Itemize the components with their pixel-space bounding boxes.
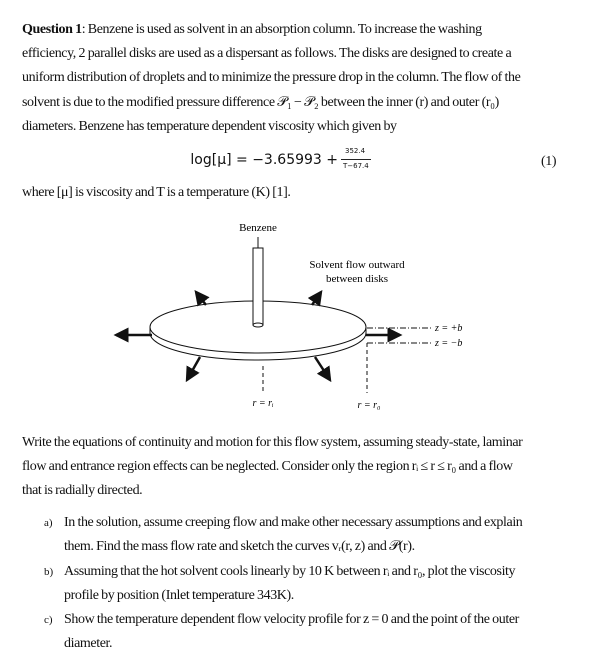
question-label: Question 1 <box>22 22 82 37</box>
flow-label-2: between disks <box>325 273 389 285</box>
item-a-marker: a) <box>44 517 53 529</box>
r-inner-label: r = rᵢ <box>252 398 274 409</box>
body-line-2: flow and entrance region effects can be neglected. Consider only the region rᵢ ≤ r ≤ r₀ and a flow <box>22 459 513 474</box>
question-line-1: Question 1: Benzene is used as solvent in an absorption column. To increase the washing <box>22 22 482 37</box>
equation-number: (1) <box>541 154 557 169</box>
tube-opening <box>253 323 263 327</box>
item-c-marker: c) <box>44 614 53 626</box>
item-b-line-2: profile by position (Inlet temperature 343K). <box>64 588 294 603</box>
body-line-1: Write the equations of continuity and motion for this flow system, assuming steady-state, laminar <box>22 435 523 450</box>
z-plus-label: z = +b <box>435 323 463 334</box>
equation-lhs: log[μ] = −3.65993 + <box>190 152 338 168</box>
item-c-line-2: diameter. <box>64 636 113 651</box>
item-c-line-1: Show the temperature dependent flow velocity profile for z = 0 and the point of the outer <box>64 612 519 627</box>
item-b-line-1: Assuming that the hot solvent cools linearly by 10 K between rᵢ and r₀, plot the viscosity <box>64 564 516 579</box>
question-line-2: efficiency, 2 parallel disks are used as a dispersant as follows. The disks are designed to create a <box>22 46 512 61</box>
r-outer-label: r = r₀ <box>357 400 381 411</box>
item-b-marker: b) <box>44 566 54 578</box>
z-minus-label: z = −b <box>435 338 463 349</box>
item-a-line-2: them. Find the mass flow rate and sketch the curves vᵣ(r, z) and 𝒫(r). <box>64 539 415 554</box>
equation-denominator: T−67.4 <box>343 162 369 170</box>
question-line-3: uniform distribution of droplets and to minimize the pressure drop in the column. The flow of the <box>22 70 521 85</box>
where-line: where [μ] is viscosity and T is a temperature (K) [1]. <box>22 185 291 200</box>
question-line-5: diameters. Benzene has temperature dependent viscosity which given by <box>22 119 397 134</box>
inlet-tube <box>253 248 263 325</box>
body-line-3: that is radially directed. <box>22 483 143 498</box>
item-a-line-1: In the solution, assume creeping flow and make other necessary assumptions and explain <box>64 515 523 530</box>
question-line-4: solvent is due to the modified pressure difference 𝒫₁ − 𝒫₂ between the inner (r) and outer (r₀) <box>22 95 499 110</box>
flow-label-1: Solvent flow outward <box>309 259 405 271</box>
benzene-label: Benzene <box>239 222 277 234</box>
equation-numerator: 352.4 <box>345 147 366 155</box>
